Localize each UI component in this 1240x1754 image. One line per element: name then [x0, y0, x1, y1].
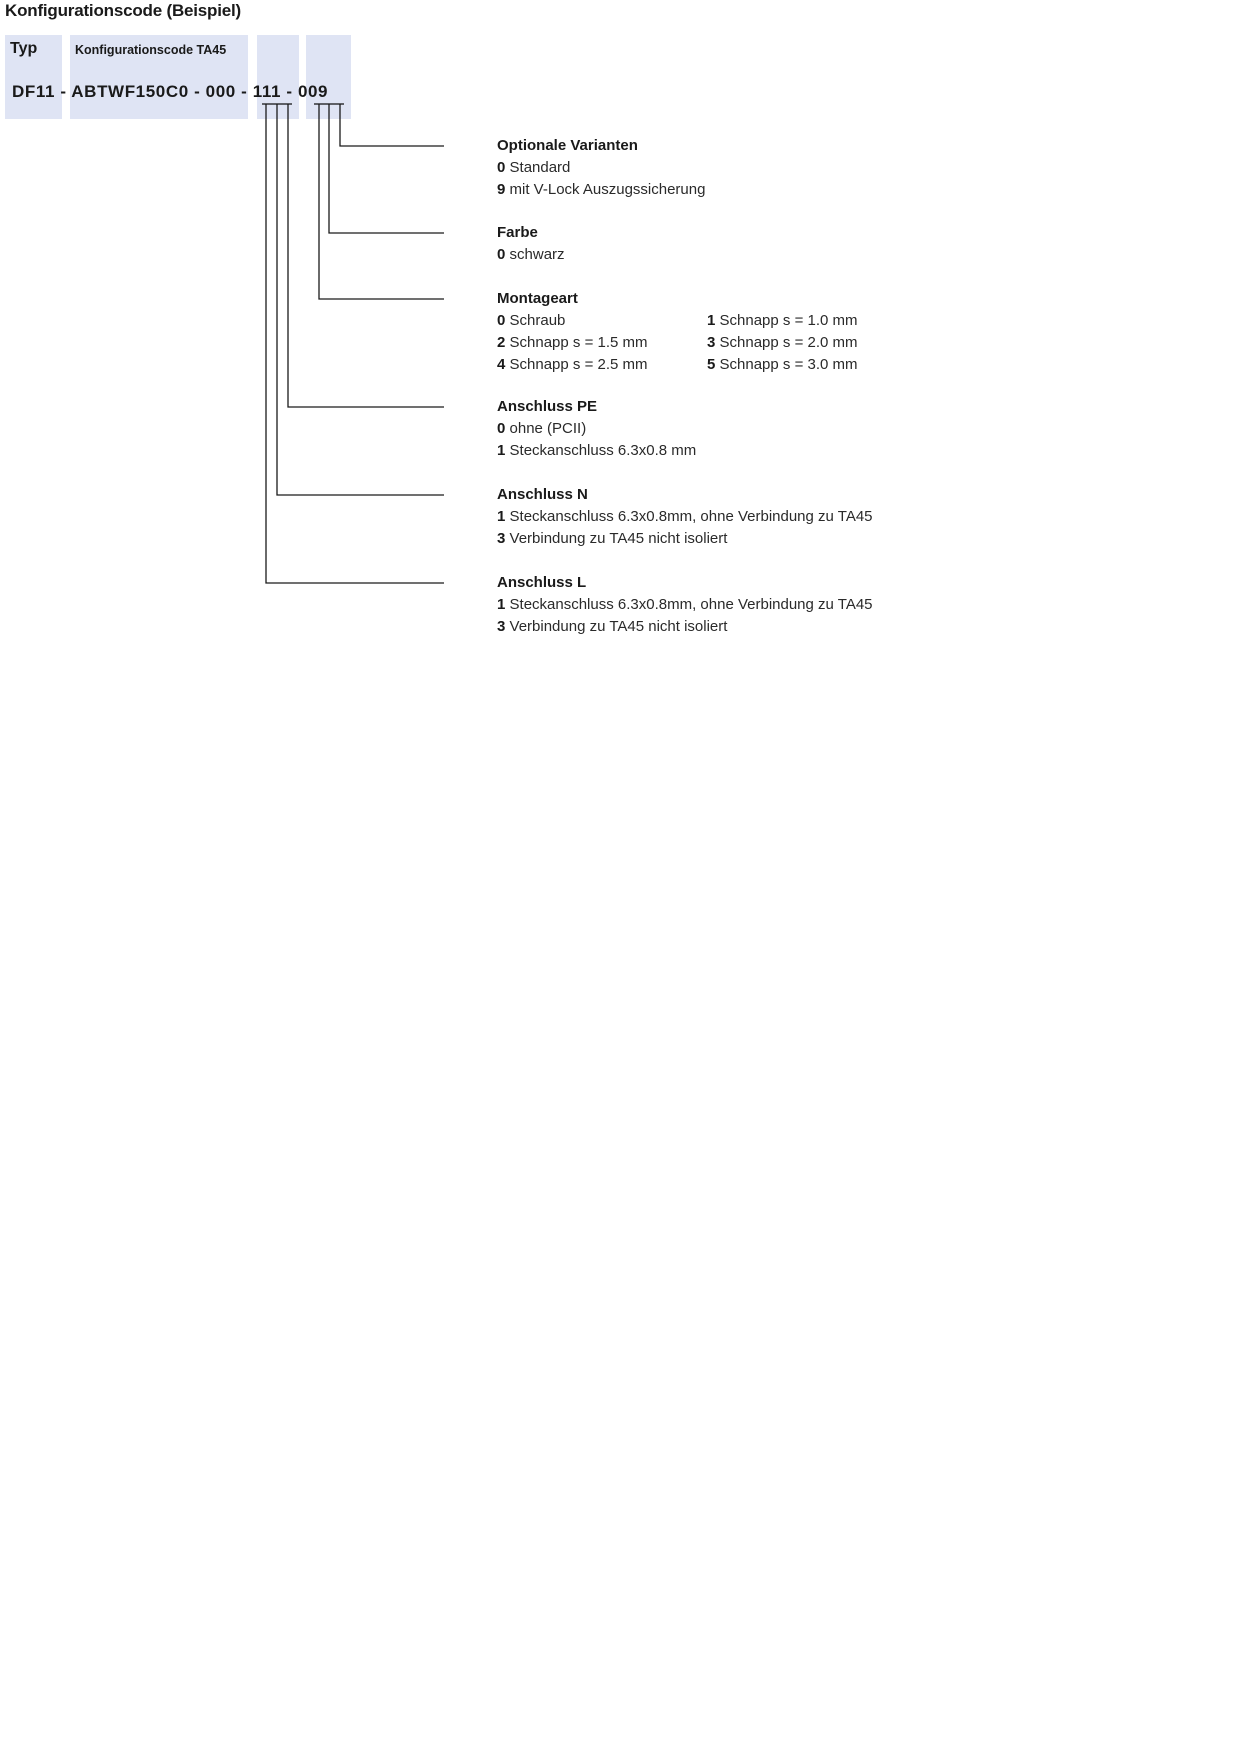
option: 0 ohne (PCII)	[497, 420, 587, 437]
connector-anschluss-l	[266, 104, 444, 583]
item-anschluss-pe	[497, 396, 917, 462]
option: 5 Schnapp s = 3.0 mm	[707, 356, 858, 373]
option: 3 Verbindung zu TA45 nicht isoliert	[497, 618, 728, 635]
item-anschluss-n	[497, 484, 917, 550]
option: 1 Steckanschluss 6.3x0.8 mm	[497, 442, 697, 459]
item-title: Optionale Varianten	[497, 137, 638, 154]
option: 3 Schnapp s = 2.0 mm	[707, 334, 858, 351]
item-title: Anschluss N	[497, 486, 588, 503]
item-anschluss-l	[497, 572, 917, 638]
option: 2 Schnapp s = 1.5 mm	[497, 334, 648, 351]
option: 1 Steckanschluss 6.3x0.8mm, ohne Verbindung zu TA45	[497, 508, 873, 525]
option: 3 Verbindung zu TA45 nicht isoliert	[497, 530, 728, 547]
item-optionale-varianten	[497, 135, 917, 201]
item-farbe	[497, 222, 917, 266]
item-title: Montageart	[497, 290, 578, 307]
option-grid	[497, 310, 917, 376]
page-title: Konfigurationscode (Beispiel)	[5, 1, 241, 20]
option: 0 Schraub	[497, 312, 566, 329]
connector-optionale-varianten	[340, 104, 444, 146]
option: 9 mit V-Lock Auszugssicherung	[497, 181, 706, 198]
configuration-code: DF11 - ABTWF150C0 - 000 - 111 - 009	[12, 82, 329, 101]
item-montageart	[497, 288, 917, 376]
item-title: Farbe	[497, 224, 538, 241]
connector-farbe	[329, 104, 444, 233]
option: 1 Steckanschluss 6.3x0.8mm, ohne Verbindung zu TA45	[497, 596, 873, 613]
option: 0 schwarz	[497, 246, 565, 263]
typ-label: Typ	[10, 40, 38, 57]
connector-montageart	[319, 104, 444, 299]
ta45-label: Konfigurationscode TA45	[75, 43, 227, 57]
item-title: Anschluss PE	[497, 398, 598, 415]
option: 0 Standard	[497, 159, 571, 176]
connector-anschluss-pe	[288, 104, 444, 407]
option: 4 Schnapp s = 2.5 mm	[497, 356, 648, 373]
item-title: Anschluss L	[497, 574, 587, 591]
option: 1 Schnapp s = 1.0 mm	[707, 312, 858, 329]
